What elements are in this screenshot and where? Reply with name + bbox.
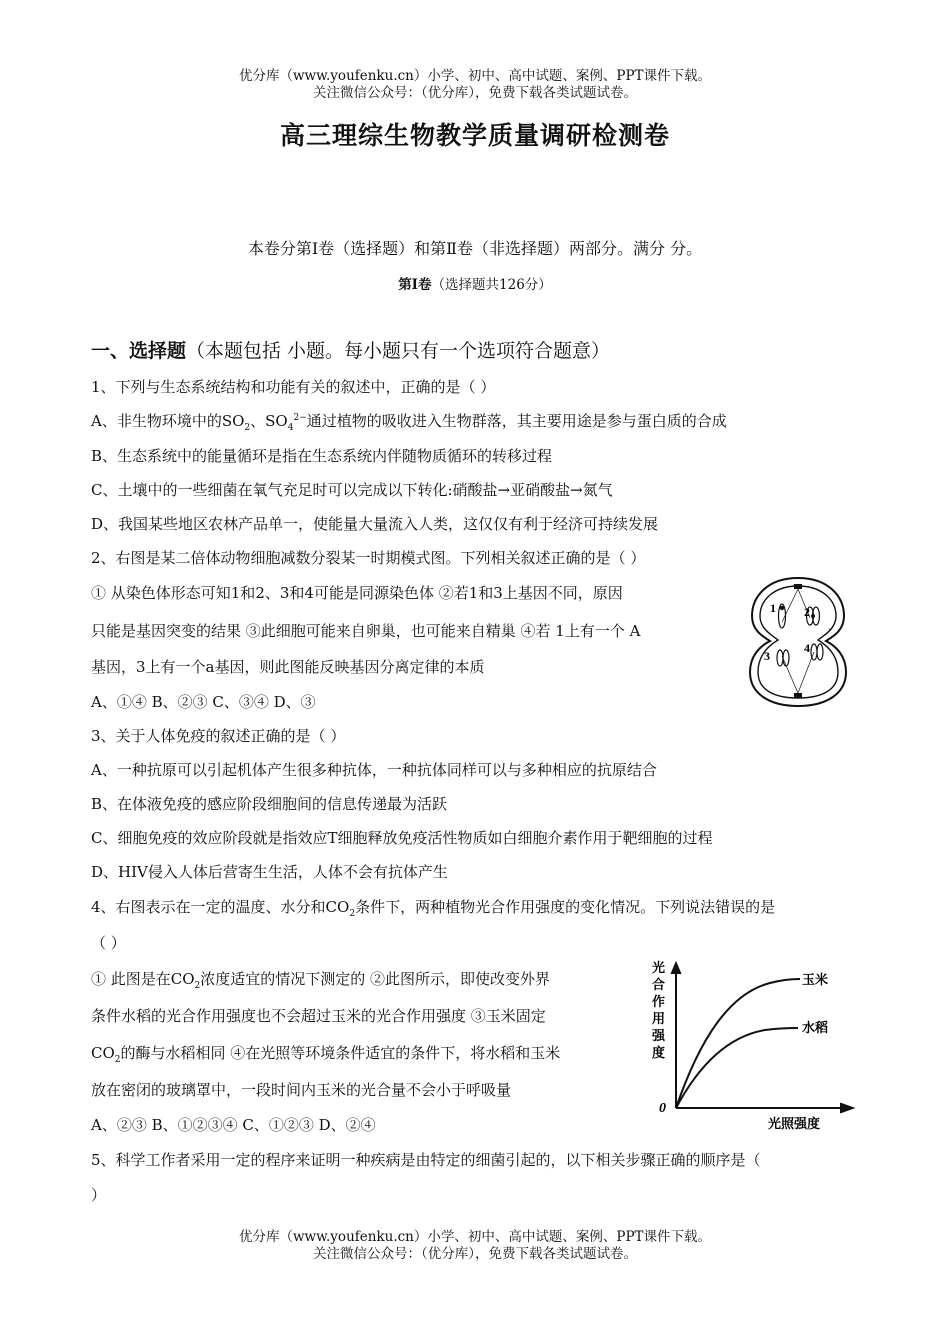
section-heading	[91, 336, 610, 363]
q4-stem-cont: （ ）	[91, 934, 126, 952]
q4-stem-part2: 条件下，两种植物光合作用强度的变化情况。下列说法错误的是	[355, 898, 776, 916]
q4-line-1	[91, 968, 550, 991]
svg-text:合: 合	[652, 978, 666, 993]
q1-a-part1: A、非生物环境中的SO	[91, 412, 245, 430]
label-maize: 玉米	[802, 973, 829, 988]
graph-origin: 0	[659, 1101, 666, 1116]
part-one-desc: （选择题共126分）	[431, 277, 552, 293]
q2-stem: 2、右图是某二倍体动物细胞减数分裂某一时期模式图。下列相关叙述正确的是（ ）	[91, 549, 646, 567]
q5-stem-cont: ）	[91, 1186, 107, 1204]
q4-l1-part1: ① 此图是在CO	[91, 970, 195, 988]
q4-l3-sub: 2	[114, 1055, 121, 1065]
header-line-2: 关注微信公众号：（优分库），免费下载各类试题试卷。	[313, 85, 637, 101]
q4-stem	[91, 896, 775, 919]
photosynthesis-graph	[650, 958, 860, 1136]
svg-text:用: 用	[652, 1012, 666, 1027]
q3-option-b: B、在体液免疫的感应阶段细胞间的信息传递最为活跃	[91, 795, 448, 813]
curve-maize	[676, 979, 800, 1108]
q4-l3-part2: 的酶与水稻相同 ④在光照等环境条件适宜的条件下，将水稻和玉米	[120, 1044, 561, 1062]
q1-stem: 1、下列与生态系统结构和功能有关的叙述中，正确的是（ ）	[91, 378, 496, 396]
section-label: 一、选择题	[91, 340, 187, 362]
svg-text:·: ·	[828, 625, 831, 634]
q1-a-part2: 、SO	[250, 412, 288, 430]
q1-option-c: C、土壤中的一些细菌在氧气充足时可以完成以下转化:硝酸盐→亚硝酸盐→氮气	[91, 481, 613, 499]
q1-option-b: B、生态系统中的能量循环是指在生态系统内伴随物质循环的转移过程	[91, 447, 553, 465]
q1-option-a	[91, 410, 727, 433]
part-one-heading	[0, 273, 950, 293]
q4-l3-part1: CO	[91, 1044, 115, 1062]
chromosome-label-2: 2	[804, 605, 810, 619]
chromosome-label-3: 3	[764, 649, 770, 663]
chromosome-label-4: 4	[804, 641, 810, 655]
q4-l1-sub: 2	[194, 981, 201, 991]
curve-rice	[676, 1028, 798, 1108]
section-desc: （本题包括 小题。每小题只有一个选项符合题意）	[186, 340, 611, 362]
label-rice: 水稻	[802, 1021, 829, 1036]
exam-intro: 本卷分第Ⅰ卷（选择题）和第Ⅱ卷（非选择题）两部分。满分 分。	[247, 239, 703, 258]
header-line-1: 优分库（www.youfenku.cn）小学、初中、高中试题、案例、PPT课件下载。	[238, 68, 712, 84]
q1-a-sub: 2	[244, 423, 251, 433]
q4-stem-part1: 4、右图表示在一定的温度、水分和CO	[91, 898, 350, 916]
meiosis-cell-figure	[748, 572, 848, 710]
footer-line-2: 关注微信公众号：（优分库），免费下载各类试题试卷。	[313, 1246, 637, 1262]
q4-stem-sub: 2	[349, 909, 356, 919]
q1-option-d: D、我国某些地区农林产品单一，使能量大量流入人类，这仅仅有利于经济可持续发展	[91, 515, 659, 533]
graph-xlabel: 光照强度	[768, 1117, 821, 1132]
q4-l1-part2: 浓度适宜的情况下测定的 ②此图所示，即使改变外界	[200, 970, 551, 988]
chromosome-label-1: 1	[770, 601, 776, 615]
exam-title: 高三理综生物教学质量调研检测卷	[279, 121, 670, 150]
q3-option-a: A、一种抗原可以引起机体产生很多种抗体，一种抗体同样可以与多种相应的抗原结合	[91, 761, 657, 779]
svg-text:度: 度	[652, 1046, 666, 1061]
q1-a-part3: 通过植物的吸收进入生物群落，其主要用途是参与蛋白质的合成	[306, 412, 727, 430]
q4-options: A、②③ B、①②③④ C、①②③ D、②④	[91, 1116, 376, 1134]
q4-line-4: 放在密闭的玻璃罩中，一段时间内玉米的光合量不会小于呼吸量	[91, 1081, 512, 1099]
q4-line-3	[91, 1042, 560, 1065]
site-footer	[0, 1229, 950, 1263]
q5-stem: 5、科学工作者采用一定的程序来证明一种疾病是由特定的细菌引起的，以下相关步骤正确的顺序是（	[91, 1151, 761, 1169]
q3-option-c: C、细胞免疫的效应阶段就是指效应T细胞释放免疫活性物质如白细胞介素作用于靶细胞的过程	[91, 829, 713, 847]
q1-a-sup: 2−	[293, 413, 307, 423]
q2-line-3: 基因，3上有一个a基因，则此图能反映基因分离定律的本质	[91, 658, 485, 676]
q3-option-d: D、HIV侵入人体后营寄生生活，人体不会有抗体产生	[91, 863, 448, 881]
footer-line-1: 优分库（www.youfenku.cn）小学、初中、高中试题、案例、PPT课件下载。	[238, 1229, 712, 1245]
q2-options: A、①④ B、②③ C、③④ D、③	[91, 693, 316, 711]
svg-text:强: 强	[652, 1029, 666, 1044]
svg-text:作: 作	[652, 995, 666, 1010]
q2-line-2: 只能是基因突变的结果 ③此细胞可能来自卵巢，也可能来自精巢 ④若 1上有一个 A	[91, 622, 641, 640]
q3-stem: 3、关于人体免疫的叙述正确的是（ ）	[91, 727, 346, 745]
graph-ylabel-c1: 光	[652, 961, 666, 976]
q1-a-sub2: 4	[287, 423, 294, 433]
part-one-label: 第Ⅰ卷	[398, 277, 432, 293]
q4-line-2: 条件水稻的光合作用强度也不会超过玉米的光合作用强度 ③玉米固定	[91, 1007, 546, 1025]
q2-line-1: ① 从染色体形态可知1和2、3和4可能是同源染色体 ②若1和3上基因不同，原因	[91, 584, 623, 602]
site-header	[0, 68, 950, 102]
